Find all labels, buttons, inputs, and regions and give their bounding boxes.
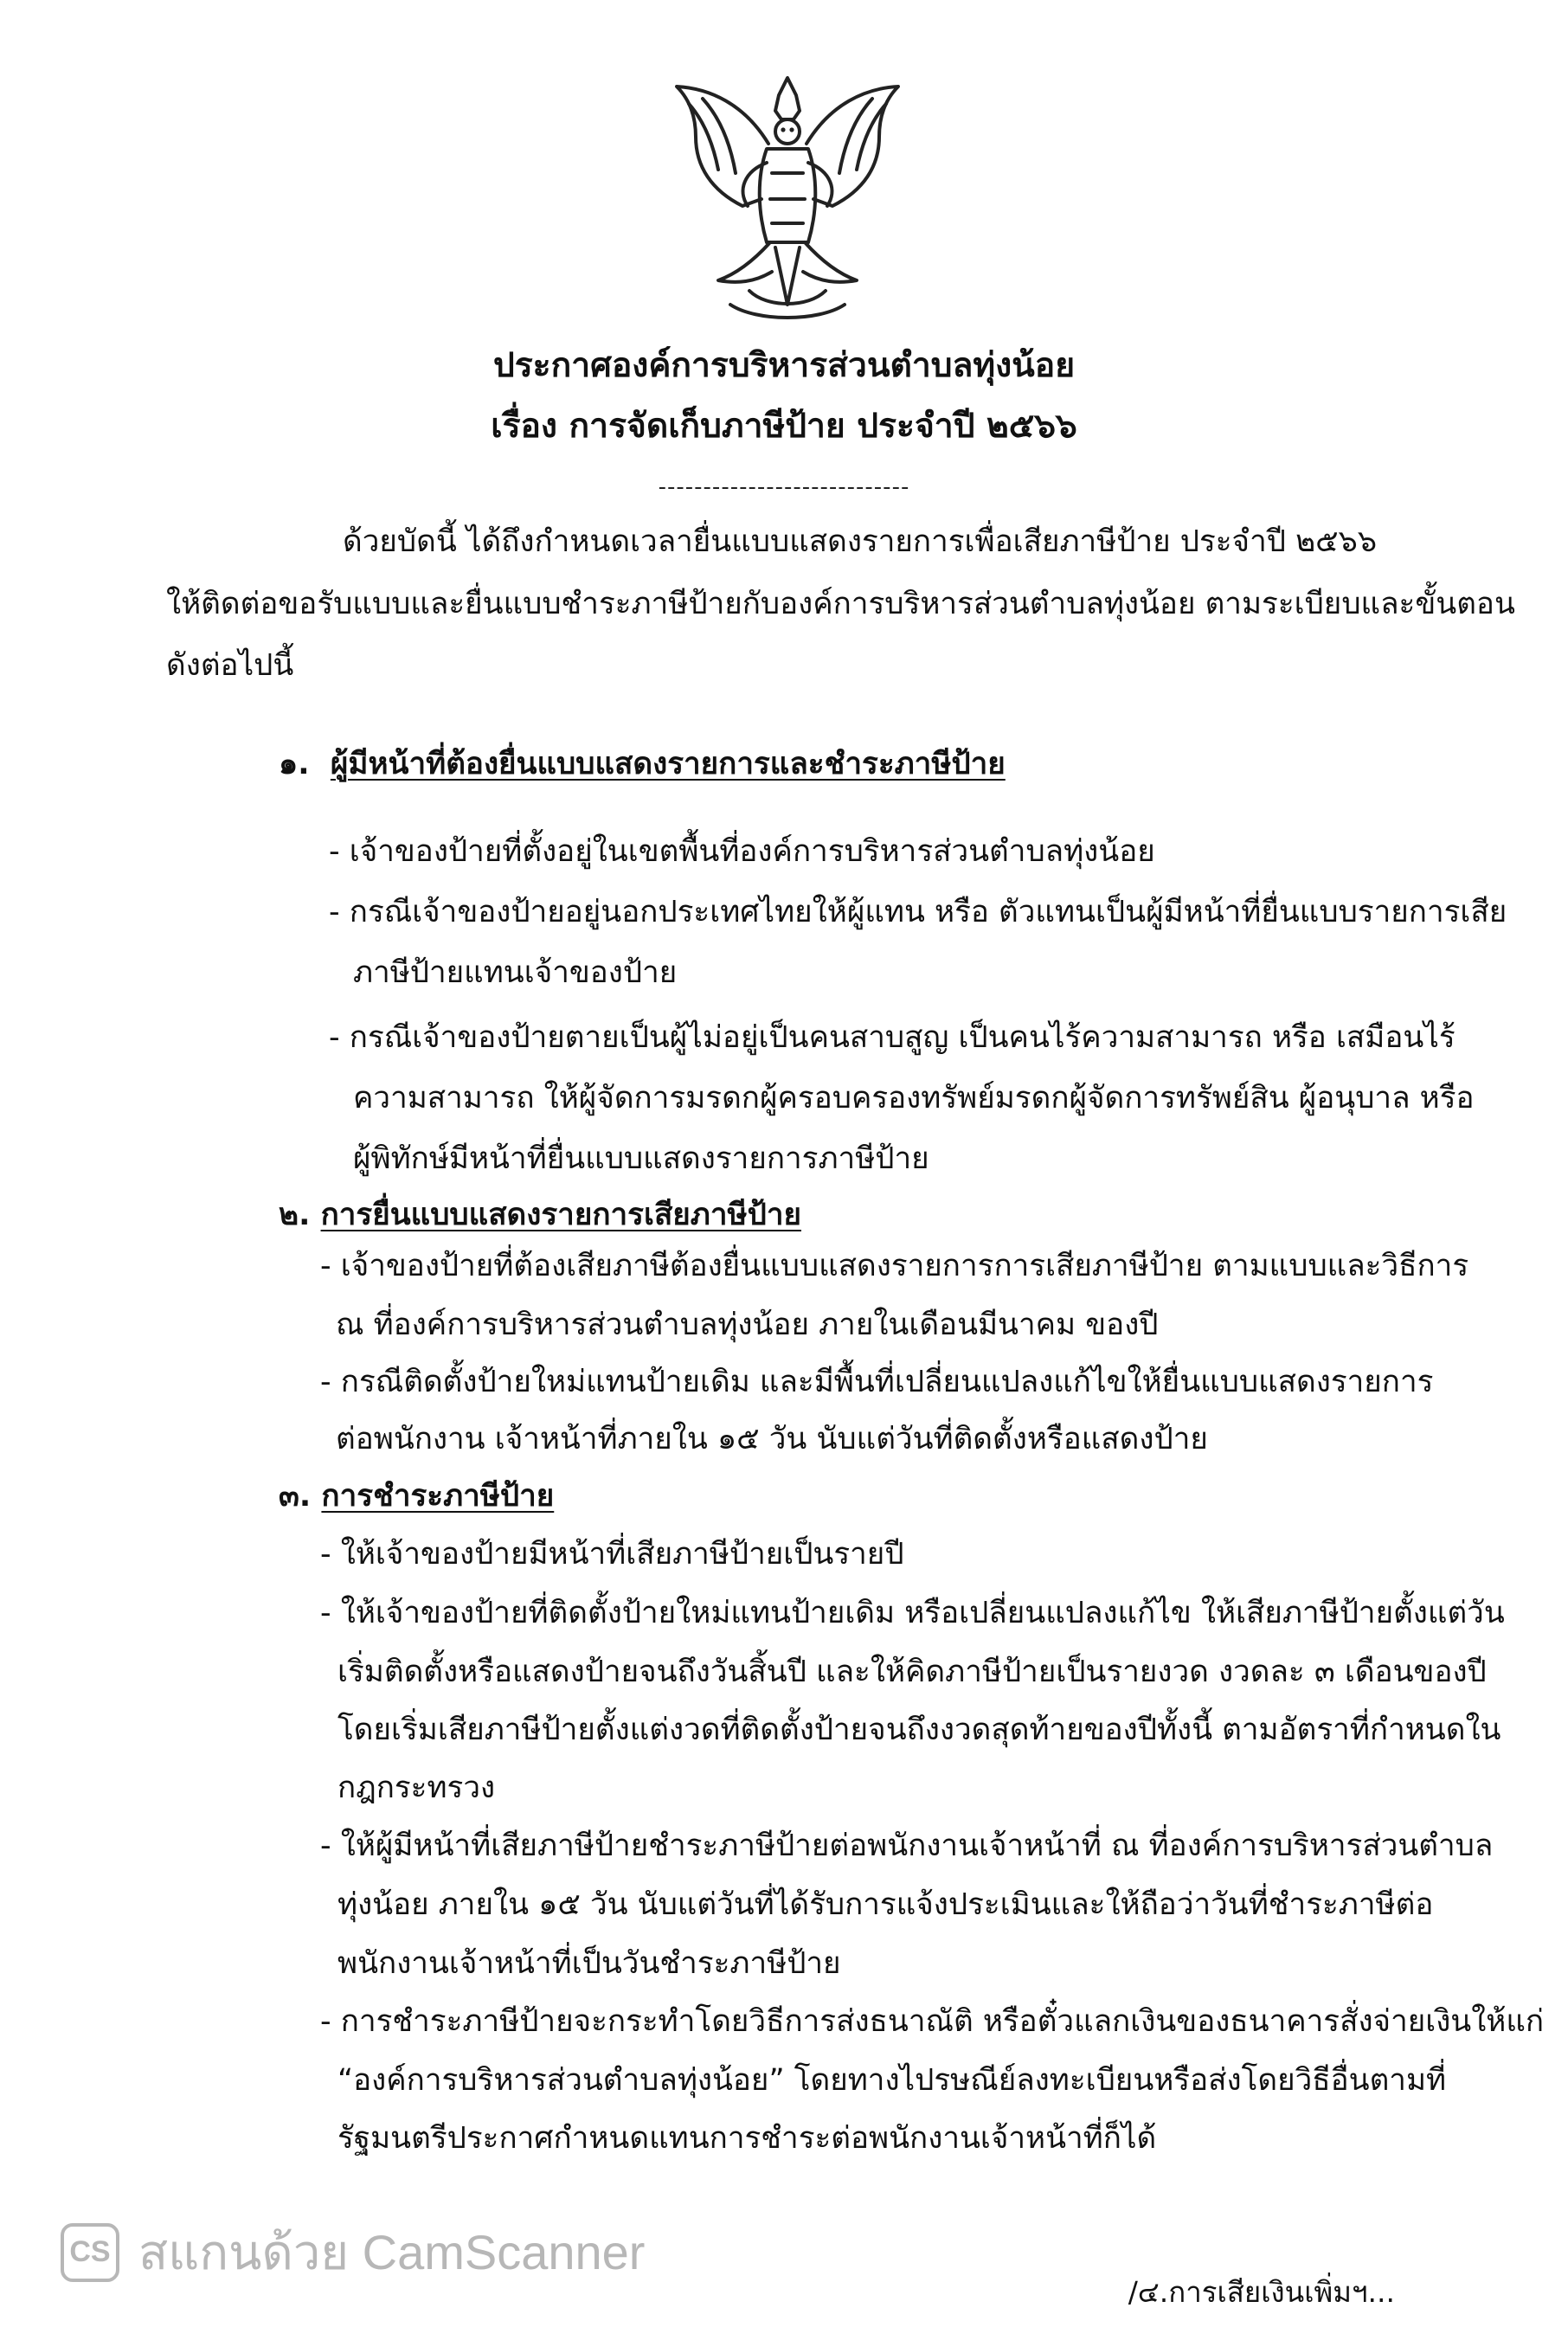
- intro-line-3: ดังต่อไปนี้: [166, 648, 294, 683]
- section-2-line: ต่อพนักงาน เจ้าหน้าที่ภายใน ๑๕ วัน นับแต่วันที่ติดตั้งหรือแสดงป้าย: [336, 1422, 1208, 1456]
- section-3-line: ทุ่งน้อย ภายใน ๑๕ วัน นับแต่วันที่ได้รับการแจ้งประเมินและให้ถือว่าวันที่ชำระภาษีต่อ: [337, 1887, 1434, 1922]
- section-3-title: การชำระภาษีป้าย: [321, 1479, 555, 1514]
- section-3-line: - ให้ผู้มีหน้าที่เสียภาษีป้ายชำระภาษีป้ายต่อพนักงานเจ้าหน้าที่ ณ ที่องค์การบริหารส่วนตำบล: [320, 1829, 1494, 1863]
- section-1-heading: [279, 746, 1006, 782]
- section-1-line: - เจ้าของป้ายที่ตั้งอยู่ในเขตพื้นที่องค์การบริหารส่วนตำบลทุ่งน้อย: [329, 834, 1155, 869]
- section-2-heading: [279, 1197, 801, 1233]
- section-2-line: - เจ้าของป้ายที่ต้องเสียภาษีต้องยื่นแบบแสดงรายการการเสียภาษีป้าย ตามแบบและวิธีการ: [320, 1249, 1469, 1283]
- camscanner-watermark: [61, 2214, 645, 2291]
- announcement-title: ประกาศองค์การบริหารส่วนตำบลทุ่งน้อย: [492, 346, 1076, 385]
- intro-line-2: ให้ติดต่อขอรับแบบและยื่นแบบชำระภาษีป้ายกับองค์การบริหารส่วนตำบลทุ่งน้อย ตามระเบียบและขั้นตอน: [166, 587, 1515, 621]
- section-3-line: โดยเริ่มเสียภาษีป้ายตั้งแต่งวดที่ติดตั้งป้ายจนถึงงวดสุดท้ายของปีทั้งนี้ ตามอัตราที่กำหนดใน: [337, 1713, 1501, 1747]
- announcement-subject: เรื่อง การจัดเก็บภาษีป้าย ประจำปี ๒๕๖๖: [491, 407, 1077, 446]
- section-3-line: - การชำระภาษีป้ายจะกระทำโดยวิธีการส่งธนาณัติ หรือตั๋วแลกเงินของธนาคารสั่งจ่ายเงินให้แก่: [320, 2004, 1545, 2039]
- garuda-emblem-icon: [658, 69, 917, 329]
- section-3-line: กฎกระทรวง: [337, 1771, 496, 1805]
- section-2-line: - กรณีติดตั้งป้ายใหม่แทนป้ายเดิม และมีพื้นที่เปลี่ยนแปลงแก้ไขให้ยื่นแบบแสดงรายการ: [320, 1365, 1434, 1399]
- intro-line-1: ด้วยบัดนี้ ได้ถึงกำหนดเวลายื่นแบบแสดงรายการเพื่อเสียภาษีป้าย ประจำปี ๒๕๖๖: [343, 524, 1378, 559]
- camscanner-logo-icon: CS: [61, 2223, 119, 2282]
- section-1-number: ๑.: [279, 747, 310, 781]
- section-3-line: รัฐมนตรีประกาศกำหนดแทนการชำระต่อพนักงานเจ้าหน้าที่ก็ได้: [337, 2121, 1157, 2156]
- section-3-line: พนักงานเจ้าหน้าที่เป็นวันชำระภาษีป้าย: [337, 1946, 841, 1981]
- section-1-line: - กรณีเจ้าของป้ายอยู่นอกประเทศไทยให้ผู้แทน หรือ ตัวแทนเป็นผู้มีหน้าที่ยื่นแบบรายการเสีย: [329, 895, 1507, 929]
- section-2-number: ๒.: [279, 1198, 311, 1232]
- section-3-line: - ให้เจ้าของป้ายมีหน้าที่เสียภาษีป้ายเป็นรายปี: [320, 1537, 904, 1572]
- section-1-title: ผู้มีหน้าที่ต้องยื่นแบบแสดงรายการและชำระภาษีป้าย: [330, 747, 1006, 781]
- section-3-heading: [279, 1478, 554, 1514]
- continuation-note: /๔.การเสียเงินเพิ่มฯ...: [1128, 2275, 1395, 2309]
- section-1-line: ความสามารถ ให้ผู้จัดการมรดกผู้ครอบครองทรัพย์มรดกผู้จัดการทรัพย์สิน ผู้อนุบาล หรือ: [353, 1081, 1475, 1115]
- separator-rule: ----------------------------: [658, 474, 910, 500]
- section-1-line: - กรณีเจ้าของป้ายตายเป็นผู้ไม่อยู่เป็นคนสาบสูญ เป็นคนไร้ความสามารถ หรือ เสมือนไร้: [329, 1020, 1456, 1055]
- section-2-title: การยื่นแบบแสดงรายการเสียภาษีป้าย: [320, 1198, 801, 1232]
- section-3-line: เริ่มติดตั้งหรือแสดงป้ายจนถึงวันสิ้นปี และให้คิดภาษีป้ายเป็นรายงวด งวดละ ๓ เดือนของปี: [337, 1655, 1487, 1689]
- section-3-line: “องค์การบริหารส่วนตำบลทุ่งน้อย” โดยทางไปรษณีย์ลงทะเบียนหรือส่งโดยวิธีอื่นตามที่: [337, 2063, 1447, 2098]
- section-1-line: ภาษีป้ายแทนเจ้าของป้าย: [353, 955, 678, 990]
- section-3-number: ๓.: [279, 1479, 312, 1514]
- section-1-line: ผู้พิทักษ์มีหน้าที่ยื่นแบบแสดงรายการภาษีป้าย: [353, 1141, 929, 1176]
- section-3-line: - ให้เจ้าของป้ายที่ติดตั้งป้ายใหม่แทนป้ายเดิม หรือเปลี่ยนแปลงแก้ไข ให้เสียภาษีป้ายตั้งแต่วัน: [320, 1596, 1505, 1630]
- camscanner-watermark-text: สแกนด้วย CamScanner: [138, 2225, 646, 2279]
- section-2-line: ณ ที่องค์การบริหารส่วนตำบลทุ่งน้อย ภายในเดือนมีนาคม ของปี: [336, 1308, 1159, 1342]
